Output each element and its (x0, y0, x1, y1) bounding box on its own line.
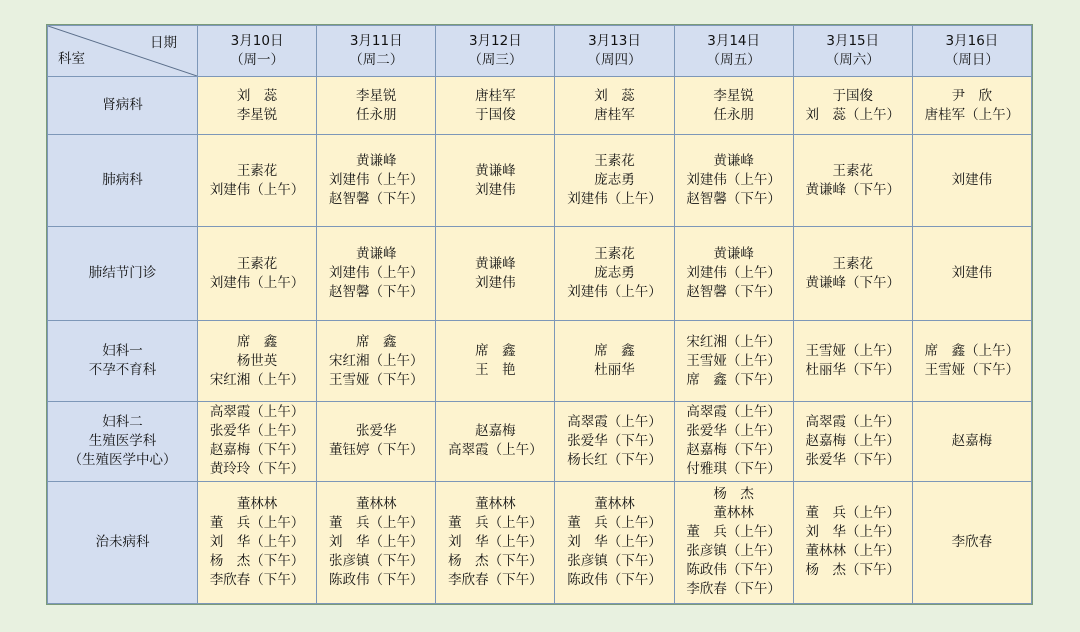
schedule-cell (912, 77, 1031, 135)
dept-name-cell (48, 321, 198, 401)
doctor-entry: 李星锐 (713, 87, 754, 104)
date-label: 3月13日 (588, 33, 641, 49)
dept-name-line: 治未病科 (95, 533, 150, 550)
doctor-entry: 高翠霞（上午） (448, 442, 543, 459)
doctor-entry: 黄谦峰（下午） (805, 274, 901, 291)
date-header-4 (674, 26, 793, 77)
schedule-cell (436, 481, 555, 603)
doctor-entry: 宋红湘（上午） (328, 352, 424, 369)
doctor-entry: 唐桂军 (475, 87, 516, 104)
doctor-entry: 刘建伟（上午） (686, 265, 781, 282)
doctor-entry: 宋红湘（上午） (209, 371, 305, 388)
doctor-entry: 黄谦峰 (475, 255, 516, 272)
doctor-entry: 杨 杰（下午） (448, 552, 543, 569)
doctor-entry: 于国俊 (475, 106, 516, 123)
doctor-entry: 王雪娅（上午） (686, 352, 781, 369)
schedule-cell (317, 321, 436, 401)
doctor-entry: 席 鑫 (475, 343, 516, 360)
schedule-cell (198, 227, 317, 321)
doctor-entry: 董林林 (713, 505, 754, 522)
schedule-cell (436, 77, 555, 135)
doctor-entry: 刘 华（上午） (209, 533, 305, 550)
schedule-cell (555, 401, 674, 481)
doctor-entry: 李星锐 (236, 106, 278, 123)
doctor-entry: 王雪娅（下午） (328, 371, 424, 388)
doctor-entry: 陈政伟（下午） (567, 571, 662, 588)
doctor-entry: 张彦镇（下午） (567, 552, 662, 569)
doctor-entry: 于国俊 (832, 87, 874, 104)
doctor-entry: 张爱华 (355, 423, 397, 440)
doctor-entry: 董林林（上午） (805, 543, 901, 560)
doctor-entry: 赵嘉梅 (951, 432, 993, 449)
doctor-entry: 李欣春（下午） (686, 581, 781, 598)
doctor-entry: 尹 欣 (951, 87, 993, 104)
schedule-cell (912, 135, 1031, 227)
doctor-entry: 刘建伟（上午） (328, 172, 424, 189)
doctor-entry: 赵智馨（下午） (328, 284, 424, 301)
schedule-cell (555, 227, 674, 321)
schedule-cell (198, 401, 317, 481)
schedule-cell (198, 481, 317, 603)
doctor-entry: 黄谦峰 (713, 246, 754, 263)
doctor-entry: 赵智馨（下午） (686, 191, 781, 208)
dept-row (48, 321, 1032, 401)
doctor-entry: 刘建伟（上午） (567, 191, 662, 208)
doctor-entry: 黄谦峰（下午） (805, 181, 901, 198)
doctor-entry: 付雅琪（下午） (686, 461, 781, 478)
schedule-body (48, 77, 1032, 604)
doctor-entry: 董林林 (475, 495, 516, 512)
doctor-entry: 刘 华（上午） (448, 533, 543, 550)
doctor-entry: 李欣春（下午） (448, 571, 543, 588)
schedule-cell (793, 481, 912, 603)
dept-name-cell (48, 401, 198, 481)
date-label: 3月14日 (707, 33, 761, 49)
doctor-entry: 刘建伟（上午） (686, 172, 781, 189)
doctor-entry: 赵智馨（下午） (328, 191, 424, 208)
doctor-entry: 董 兵（上午） (686, 524, 781, 541)
date-label: 3月11日 (349, 33, 403, 49)
schedule-cell (674, 481, 793, 603)
schedule-cell (912, 321, 1031, 401)
schedule-cell (793, 227, 912, 321)
doctor-entry: 席 鑫 (355, 333, 397, 350)
schedule-cell (436, 135, 555, 227)
dept-name-cell (48, 227, 198, 321)
schedule-cell (912, 481, 1031, 603)
doctor-entry: 杨 杰 (713, 486, 754, 503)
date-header-2 (436, 26, 555, 77)
doctor-entry: 陈政伟（下午） (686, 562, 781, 579)
doctor-entry: 黄谦峰 (713, 153, 754, 170)
doctor-entry: 赵智馨（下午） (686, 284, 781, 301)
doctor-entry: 刘建伟 (951, 265, 993, 282)
dept-row (48, 77, 1032, 135)
schedule-cell (198, 77, 317, 135)
doctor-entry: 王素花 (594, 153, 635, 170)
dept-row (48, 481, 1032, 603)
schedule-cell (674, 401, 793, 481)
schedule-cell (198, 135, 317, 227)
doctor-entry: 董 兵（上午） (448, 514, 543, 531)
schedule-table (47, 25, 1032, 604)
doctor-entry: 董林林 (236, 495, 278, 512)
schedule-cell (674, 135, 793, 227)
dept-axis-label: 科室 (58, 51, 85, 67)
doctor-entry: 刘 蕊 (594, 87, 635, 104)
doctor-entry: 任永朋 (355, 106, 397, 123)
schedule-cell (198, 321, 317, 401)
schedule-cell (317, 135, 436, 227)
doctor-entry: 李欣春（下午） (209, 571, 305, 588)
doctor-entry: 王素花 (594, 246, 635, 263)
doctor-entry: 张爱华（下午） (805, 451, 901, 468)
schedule-cell (555, 481, 674, 603)
date-label: 3月10日 (230, 33, 284, 49)
doctor-entry: 张爱华（上午） (209, 423, 305, 440)
doctor-entry: 刘建伟（上午） (328, 265, 424, 282)
doctor-entry: 董 兵（上午） (328, 514, 424, 531)
doctor-entry: 任永朋 (713, 106, 754, 123)
schedule-cell (793, 77, 912, 135)
doctor-entry: 王素花 (832, 162, 874, 179)
doctor-entry: 刘 蕊（上午） (805, 106, 901, 123)
doctor-entry: 王素花 (832, 255, 874, 272)
dept-row (48, 135, 1032, 227)
doctor-entry: 王素花 (236, 255, 278, 272)
schedule-cell (793, 135, 912, 227)
dept-name-cell (48, 481, 198, 603)
doctor-entry: 赵嘉梅（下午） (209, 442, 305, 459)
doctor-entry: 杨长红（下午） (567, 451, 662, 468)
dept-name-line: 肺结节门诊 (88, 265, 157, 282)
doctor-entry: 董林林 (355, 495, 397, 512)
date-label: 3月15日 (826, 33, 880, 49)
dept-name-line: 肺病科 (102, 172, 143, 189)
doctor-entry: 杜丽华 (594, 362, 635, 379)
dept-name-cell (48, 135, 198, 227)
doctor-entry: 董 兵（上午） (567, 514, 662, 531)
schedule-cell (555, 135, 674, 227)
weekday-label: （周日） (944, 52, 999, 68)
doctor-entry: 杨 杰（下午） (209, 552, 305, 569)
schedule-cell (555, 77, 674, 135)
doctor-entry: 高翠霞（上午） (805, 413, 901, 430)
schedule-cell (317, 77, 436, 135)
doctor-entry: 董林林 (594, 495, 635, 512)
schedule-cell (436, 321, 555, 401)
doctor-entry: 张彦镇（上午） (686, 543, 781, 560)
doctor-entry: 张彦镇（下午） (328, 552, 424, 569)
doctor-entry: 王 艳 (475, 362, 516, 379)
date-header-5 (793, 26, 912, 77)
schedule-table-frame (46, 24, 1033, 605)
doctor-entry: 王雪娅（下午） (924, 362, 1020, 379)
dept-name-cell (48, 77, 198, 135)
date-header-3 (555, 26, 674, 77)
schedule-cell (317, 481, 436, 603)
doctor-entry: 唐桂军 (594, 106, 635, 123)
corner-header (48, 26, 198, 77)
doctor-entry: 席 鑫（上午） (924, 343, 1020, 360)
schedule-cell (912, 401, 1031, 481)
doctor-entry: 刘建伟 (475, 274, 516, 291)
schedule-cell (436, 401, 555, 481)
doctor-entry: 董 兵（上午） (805, 505, 901, 522)
doctor-entry: 赵嘉梅 (475, 423, 516, 440)
doctor-entry: 高翠霞（上午） (209, 404, 305, 421)
doctor-entry: 唐桂军（上午） (924, 106, 1020, 123)
schedule-cell (674, 321, 793, 401)
doctor-entry: 王雪娅（上午） (805, 343, 901, 360)
doctor-entry: 席 鑫（下午） (686, 371, 781, 388)
date-header-1 (317, 26, 436, 77)
dept-name-line: 妇科一 (102, 343, 143, 360)
doctor-entry: 黄谦峰 (475, 162, 516, 179)
schedule-cell (317, 227, 436, 321)
weekday-label: （周六） (825, 52, 880, 68)
doctor-entry: 黄谦峰 (355, 246, 397, 263)
date-label: 3月12日 (468, 33, 522, 49)
doctor-entry: 刘建伟（上午） (209, 181, 305, 198)
dept-name-line: 不孕不育科 (88, 362, 157, 379)
header-row (48, 26, 1032, 77)
schedule-cell (793, 401, 912, 481)
doctor-entry: 庞志勇 (594, 265, 635, 282)
weekday-label: （周四） (587, 52, 642, 68)
doctor-entry: 宋红湘（上午） (686, 333, 781, 350)
weekday-label: （周一） (230, 52, 285, 68)
doctor-entry: 刘 华（上午） (328, 533, 424, 550)
schedule-cell (555, 321, 674, 401)
doctor-entry: 刘建伟 (475, 181, 516, 198)
doctor-entry: 席 鑫 (236, 333, 278, 350)
dept-name-line: 生殖医学科 (88, 432, 157, 449)
doctor-entry: 高翠霞（上午） (567, 413, 662, 430)
dept-row (48, 401, 1032, 481)
dept-name-line: 妇科二 (102, 413, 143, 430)
doctor-entry: 董 兵（上午） (209, 514, 305, 531)
doctor-entry: 王素花 (236, 162, 278, 179)
doctor-entry: 张爱华（下午） (567, 432, 662, 449)
doctor-entry: 庞志勇 (594, 172, 635, 189)
doctor-entry: 李星锐 (355, 87, 397, 104)
doctor-entry: 席 鑫 (594, 343, 635, 360)
doctor-entry: 董钰婷（下午） (328, 442, 424, 459)
doctor-entry: 杨 杰（下午） (805, 562, 901, 579)
doctor-entry: 杨世英 (236, 352, 278, 369)
doctor-entry: 刘建伟（上午） (209, 274, 305, 291)
date-label: 3月16日 (945, 33, 999, 49)
doctor-entry: 高翠霞（上午） (686, 404, 781, 421)
doctor-entry: 黄谦峰 (355, 153, 397, 170)
schedule-cell (793, 321, 912, 401)
date-axis-label: 日期 (150, 35, 177, 51)
doctor-entry: 赵嘉梅（上午） (805, 432, 901, 449)
doctor-entry: 刘建伟（上午） (567, 284, 662, 301)
doctor-entry: 黄玲玲（下午） (209, 461, 305, 478)
doctor-entry: 刘 蕊 (236, 87, 278, 104)
dept-name-line: （生殖医学中心） (68, 451, 177, 468)
schedule-cell (674, 227, 793, 321)
doctor-entry: 李欣春 (951, 533, 993, 550)
dept-row (48, 227, 1032, 321)
dept-name-line: 肾病科 (102, 97, 143, 114)
weekday-label: （周五） (706, 52, 761, 68)
date-header-6 (912, 26, 1031, 77)
doctor-entry: 赵嘉梅（下午） (686, 442, 781, 459)
date-header-0 (198, 26, 317, 77)
schedule-cell (912, 227, 1031, 321)
weekday-label: （周三） (468, 52, 523, 68)
doctor-entry: 刘 华（上午） (567, 533, 662, 550)
doctor-entry: 刘建伟 (951, 172, 993, 189)
doctor-entry: 张爱华（上午） (686, 423, 781, 440)
doctor-entry: 杜丽华（下午） (805, 362, 901, 379)
schedule-cell (674, 77, 793, 135)
doctor-entry: 陈政伟（下午） (328, 571, 424, 588)
doctor-entry: 刘 华（上午） (805, 524, 901, 541)
schedule-cell (317, 401, 436, 481)
schedule-cell (436, 227, 555, 321)
weekday-label: （周二） (349, 52, 404, 68)
